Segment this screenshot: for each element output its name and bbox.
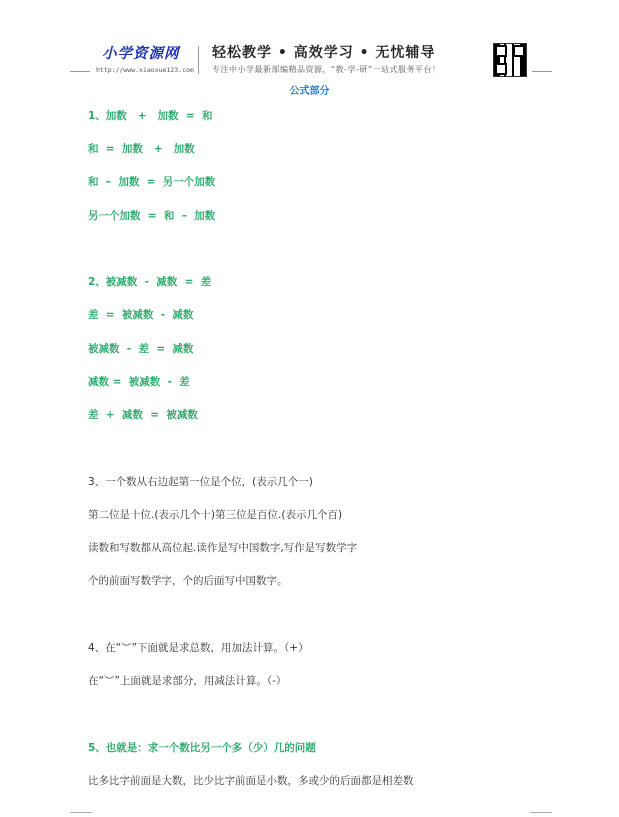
text-line-16: 5、也就是：求一个数比另一个多（少）几的问题 — [88, 742, 316, 754]
formula-line-2: 和 = 加数 + 加数 — [88, 143, 195, 155]
formula-line-9: 差 + 减数 = 被减数 — [88, 409, 198, 421]
section-title: 公式部分 — [289, 86, 330, 97]
formula-line-8: 减数 = 被减数 - 差 — [88, 376, 190, 388]
formula-line-1: 1、加数 + 加数 = 和 — [88, 110, 213, 122]
text-line-14: 4、在“︶”下面就是求总数，用加法计算。（+） — [88, 642, 309, 654]
footer-rule-right — [530, 812, 552, 813]
formula-line-7: 被减数 - 差 = 减数 — [88, 343, 194, 355]
qr-code-icon — [493, 43, 527, 77]
footer-rule-left — [70, 812, 92, 813]
header-divider — [198, 46, 199, 74]
text-line-13: 个的前面写数学字，个的后面写中国数字。 — [88, 575, 288, 587]
site-url[interactable]: http://www.xiaoxue123.com — [96, 66, 194, 74]
header-tagline: 专注中小学最新部编精品资源，“教-学-研”一站式服务平台！ — [212, 65, 441, 74]
formula-line-3: 和 – 加数 = 另一个加数 — [88, 176, 216, 188]
header-rule-left — [70, 71, 90, 72]
text-line-12: 读数和写数都从高位起.读作是写中国数字,写作是写数学字 — [88, 542, 358, 554]
text-line-17: 比多比字前面是大数，比少比字前面是小数，多或少的后面都是相差数 — [88, 775, 414, 787]
formula-line-6: 差 = 被减数 - 减数 — [88, 309, 194, 321]
header-rule-right — [532, 71, 552, 72]
text-line-11: 第二位是十位.(表示几个十)第三位是百位.(表示几个百) — [88, 509, 343, 521]
text-line-15: 在“︶”上面就是求部分，用减法计算。（-） — [88, 675, 287, 687]
text-line-10: 3、一个数从右边起第一位是个位，(表示几个一) — [88, 476, 313, 488]
formula-line-5: 2、被减数 - 减数 = 差 — [88, 276, 212, 288]
formula-line-4: 另一个加数 = 和 – 加数 — [88, 210, 216, 222]
site-logo-title[interactable]: 小学资源网 — [102, 45, 180, 62]
header-slogan: 轻松教学 • 高效学习 • 无忧辅导 — [212, 45, 436, 61]
